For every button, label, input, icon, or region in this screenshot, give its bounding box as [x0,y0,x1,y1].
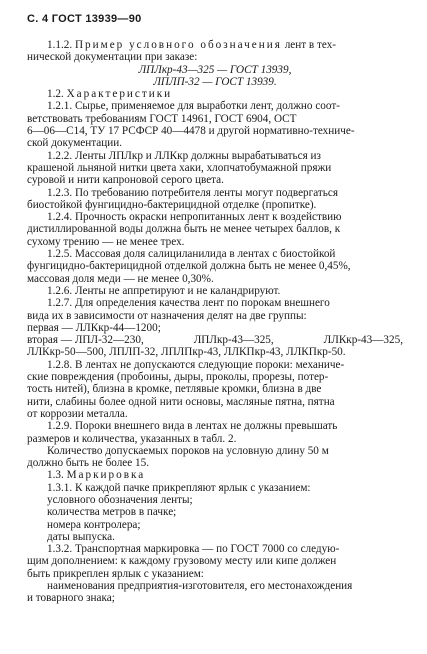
text-line: дистиллированной воды должна быть не менее четырех баллов, к [27,223,341,236]
text-line: 1.3.1. К каждой пачке прикрепляют ярлык с указанием: [47,481,311,494]
section-title: Маркировка [66,469,146,482]
text-line: наименования предприятия-изготовителя, его местонахождения [47,580,353,593]
text-line: ЛЛКкр-50—500, ЛПЛП-32, ЛПЛПкр-43, ЛЛКПкр-43, ЛЛКПкр-50. [27,346,346,359]
text-line: Количество допускаемых пороков на условную длину 50 м [47,444,329,457]
section-title: Характеристики [66,88,173,101]
text-line: крашеной льняной нитки цвета хаки, хлопчатобумажной пряжи [27,161,332,174]
text-line: массовая доля меди — не менее 0,30%. [27,272,214,285]
text-line: 1.2.7. Для определения качества лент по порокам внешнего [47,297,330,310]
designation-example: ЛПЛкр-43—325 — ГОСТ 13939, [138,63,292,76]
text-line: 1.2.4. Прочность окраски непропитанных лент к воздействию [47,211,342,224]
text-line: должно быть не более 15. [27,457,150,470]
text-line: фунгицидно-бактерицидной отделкой должна быть не менее 0,45%, [27,260,351,273]
text-line: тость нитей), близна в кромке, петлявые кромки, близна в две [27,383,322,396]
list-item: условного обозначения ленты; [47,493,193,506]
text-line: вида их в зависимости от назначения делят на две группы: [27,309,307,322]
page-header: С. 4 ГОСТ 13939—90 [27,13,142,25]
text-line: первая — ЛЛКкр-44—1200; [27,321,161,334]
list-item: номера контролера; [47,518,141,531]
section-1-3-heading: 1.3. Маркировка [47,469,146,482]
text-line: 1.2.5. Массовая доля салициланилида в лентах с биостойкой [47,248,336,261]
text-line: ветствовать требованиям ГОСТ 14961, ГОСТ 6904, ОСТ [27,112,297,125]
document-body [27,39,403,605]
text-line: биостойкой фунгицидно-бактерицидной отделке (пропитке). [27,198,317,211]
section-title: Пример условного обозначения [74,39,282,51]
text-line: 1.2.8. В лентах не допускаются следующие пороки: механиче- [47,358,345,371]
text-line: быть прикреплен ярлык с указанием: [27,567,204,580]
text-line: 6—06—С14, ТУ 17 РСФСР 40—4478 и другой нормативно-техниче- [27,125,355,138]
text-line: 1.2.1. Сырье, применяемое для выработки лент, должно соот- [47,100,340,113]
list-item: количества метров в пачке; [47,506,177,519]
text-line: 1.2.6. Ленты не аппретируют и не каландрируют. [47,284,281,297]
text-line: размеров и количества, указанных в табл. 2. [27,432,237,445]
text-line: 1.2.9. Пороки внешнего вида в лентах не должны превышать [47,420,338,433]
text-line: сухому трению — не менее трех. [27,235,185,248]
text-line: нической документации при заказе: [27,51,198,64]
text-line: ской документации. [27,137,123,150]
text-line: ские повреждения (пробоины, дыры, проколы, прорезы, потер- [27,371,329,384]
text-line: вторая — ЛПЛ-32—230, ЛПЛкр-43—325, ЛЛКкр-43—325, [27,334,403,347]
list-item: даты выпуска. [47,530,115,543]
text-line: 1.2.3. По требованию потребителя ленты могут подвергаться [47,186,338,199]
text-line: 1.3.2. Транспортная маркировка — по ГОСТ 7000 со следую- [47,543,340,556]
text-line: 1.2.2. Ленты ЛПЛкр и ЛЛКкр должны вырабатываться из [47,149,321,162]
text-line: щим дополнением: к каждому грузовому месту или кипе должен [27,555,337,568]
text-line: и товарного знака; [27,592,115,605]
text-line: от коррозии металла. [27,407,128,420]
section-1-1-2-heading: 1.1.2. Пример условного обозначения лент в тех- [47,39,337,51]
text-line: нити, слабины более одной нити основы, масляные пятна, пятна [27,395,335,408]
text-line: суровой и нити капроновой серого цвета. [27,174,224,187]
section-1-2-heading: 1.2. Характеристики [47,88,173,101]
designation-example: ЛПЛП-32 — ГОСТ 13939. [153,75,277,88]
